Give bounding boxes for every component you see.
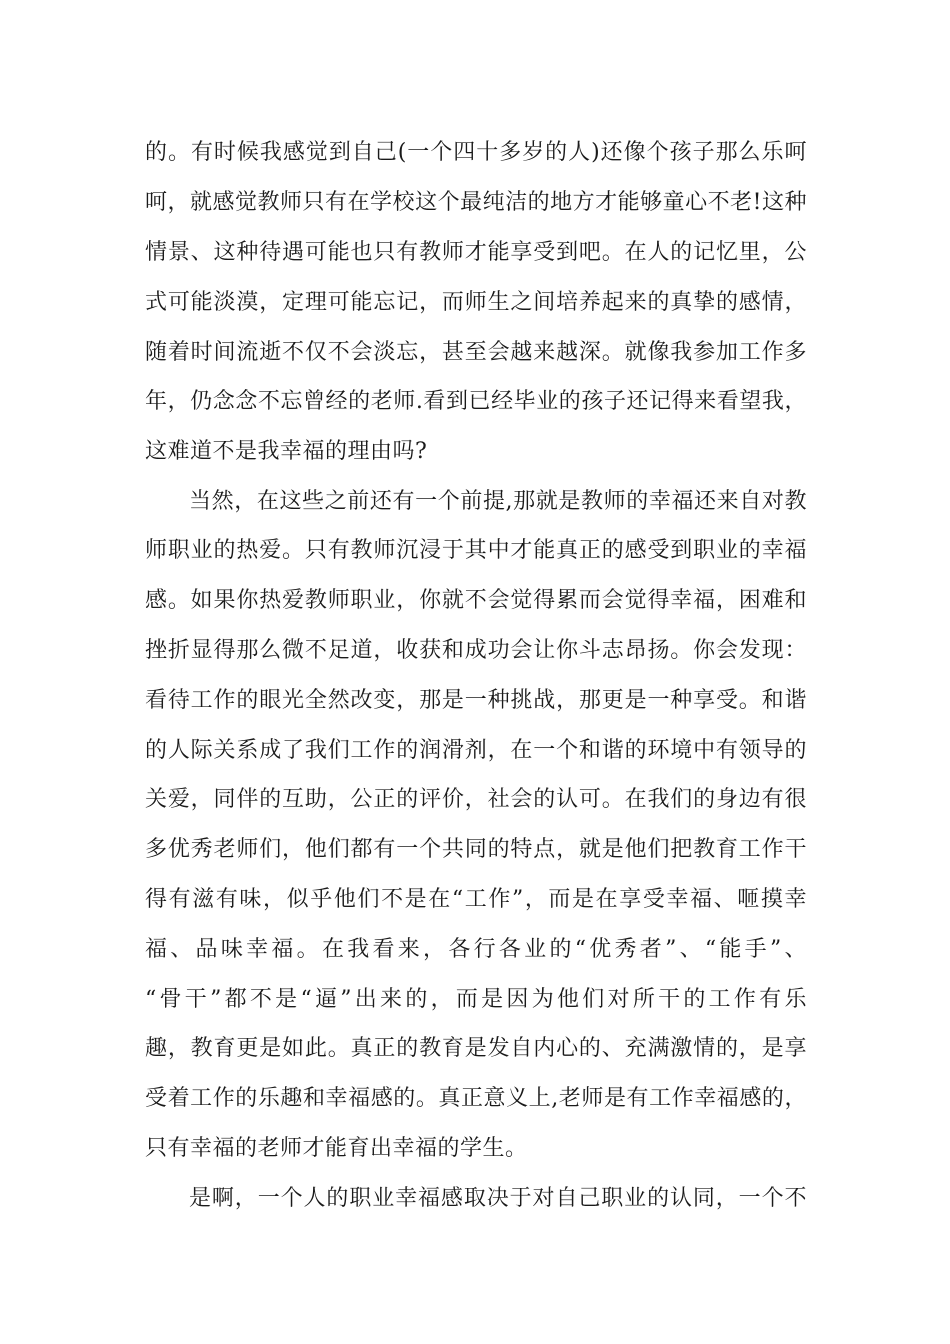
text-line: 是啊，一个人的职业幸福感取决于对自己职业的认同，一个不 (189, 1186, 807, 1211)
text-line: 随着时间流逝不仅不会淡忘，甚至会越来越深。就像我参加工作多 (145, 340, 807, 365)
text-line: 只有幸福的老师才能育出幸福的学生。 (145, 1136, 528, 1161)
text-line: 多优秀老师们，他们都有一个共同的特点，就是他们把教育工作干 (145, 837, 807, 862)
text-line: 福、品味幸福。在我看来，各行各业的“优秀者”、“能手”、 (145, 937, 807, 962)
text-line: 的人际关系成了我们工作的润滑剂，在一个和谐的环境中有领导的 (145, 738, 807, 763)
text-line: 情景、这种待遇可能也只有教师才能享受到吧。在人的记忆里，公 (145, 240, 807, 265)
text-line: 这难道不是我幸福的理由吗? (145, 439, 428, 464)
text-line: 受着工作的乐趣和幸福感的。真正意义上,老师是有工作幸福感的， (145, 1086, 807, 1111)
text-line: 师职业的热爱。只有教师沉浸于其中才能真正的感受到职业的幸福 (145, 538, 807, 563)
text-line: 看待工作的眼光全然改变，那是一种挑战，那更是一种享受。和谐 (145, 688, 807, 713)
text-line: 趣，教育更是如此。真正的教育是发自内心的、充满激情的，是享 (145, 1036, 807, 1061)
text-line: 挫折显得那么微不足道，收获和成功会让你斗志昂扬。你会发现： (145, 638, 807, 663)
text-line: 得有滋有味，似乎他们不是在“工作”，而是在享受幸福、咂摸幸 (145, 887, 807, 912)
text-line: “骨干”都不是“逼”出来的，而是因为他们对所干的工作有乐 (145, 987, 807, 1012)
text-line: 关爱，同伴的互助，公正的评价，社会的认可。在我们的身边有很 (145, 787, 807, 812)
text-line: 年，仍念念不忘曾经的老师.看到已经毕业的孩子还记得来看望我， (145, 389, 807, 414)
text-line: 呵，就感觉教师只有在学校这个最纯洁的地方才能够童心不老!这种 (145, 190, 807, 215)
text-line: 感。如果你热爱教师职业，你就不会觉得累而会觉得幸福，困难和 (145, 588, 807, 613)
text-line: 式可能淡漠，定理可能忘记，而师生之间培养起来的真挚的感情， (145, 290, 807, 315)
text-line: 当然，在这些之前还有一个前提,那就是教师的幸福还来自对教 (189, 489, 807, 514)
text-line: 的。有时候我感觉到自己(一个四十多岁的人)还像个孩子那么乐呵 (145, 140, 807, 165)
